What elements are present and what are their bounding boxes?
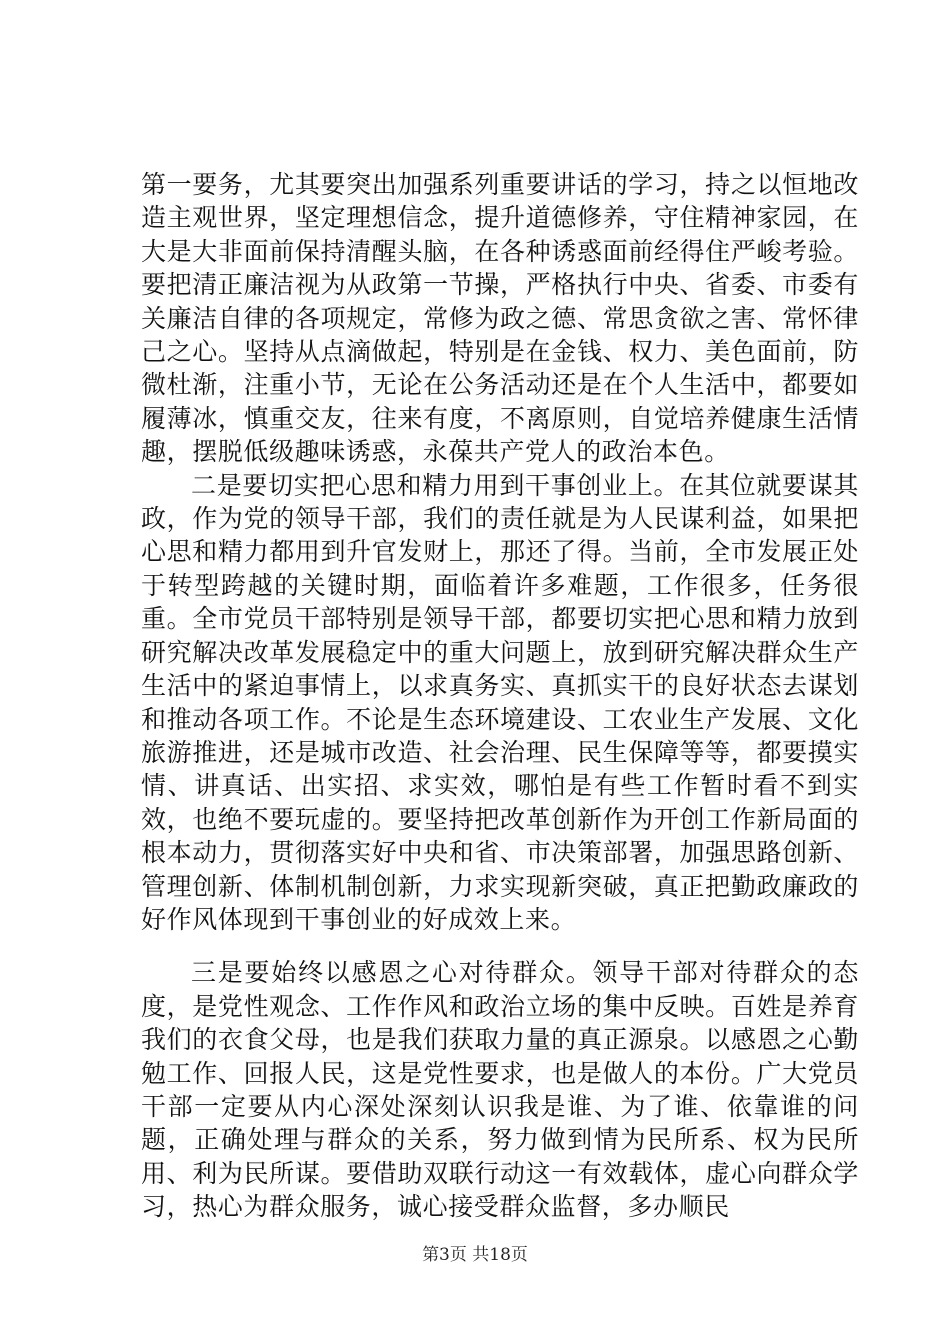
paragraph-2: 二是要切实把心思和精力用到干事创业上。在其位就要谋其政，作为党的领导干部，我们的责任就是为人民谋利益，如果把心思和精力都用到升官发财上，那还了得。当前，全市发展正处于转型跨越的关键时期，面临着许多难题，工作很多，任务很重。全市党员干部特别是领导干部，都要切实把心思和精力放到研究解决改革发展稳定中的重大问题上，放到研究解决群众生产生活中的紧迫事情上，以求真务实、真抓实干的良好状态去谋划和推动各项工作。不论是生态环境建设、工农业生产发展、文化旅游推进，还是城市改造、社会治理、民生保障等等，都要摸实情、讲真话、出实招、求实效，哪怕是有些工作暂时看不到实效，也绝不要玩虚的。要坚持把改革创新作为开创工作新局面的根本动力，贯彻落实好中央和省、市决策部署，加强思路创新、管理创新、体制机制创新，力求实现新突破，真正把勤政廉政的好作风体现到干事创业的好成效上来。 — [141, 470, 859, 934]
paragraph-3: 三是要始终以感恩之心对待群众。领导干部对待群众的态度，是党性观念、工作作风和政治立场的集中反映。百姓是养育我们的衣食父母，也是我们获取力量的真正源泉。以感恩之心勤勉工作、回报人民，这是党性要求，也是做人的本份。广大党员干部一定要从内心深处深刻认识我是谁、为了谁、依靠谁的问题，正确处理与群众的关系，努力做到情为民所系、权为民所用、利为民所谋。要借助双联行动这一有效载体，虚心向群众学习，热心为群众服务，诚心接受群众监督，多办顺民 — [141, 958, 859, 1222]
page-footer: 第3页 共18页 — [422, 1245, 528, 1265]
paragraph-1: 第一要务，尤其要突出加强系列重要讲话的学习，持之以恒地改造主观世界，坚定理想信念，提升道德修养，守住精神家园，在大是大非面前保持清醒头脑，在各种诱惑面前经得住严峻考验。要把清正廉洁视为从政第一节操，严格执行中央、省委、市委有关廉洁自律的各项规定，常修为政之德、常思贪欲之害、常怀律己之心。坚持从点滴做起，特别是在金钱、权力、美色面前，防微杜渐，注重小节，无论在公务活动还是在个人生活中，都要如履薄冰，慎重交友，往来有度，不离原则，自觉培养健康生活情趣，摆脱低级趣味诱惑，永葆共产党人的政治本色。 — [141, 170, 859, 467]
document-body — [141, 168, 859, 1224]
